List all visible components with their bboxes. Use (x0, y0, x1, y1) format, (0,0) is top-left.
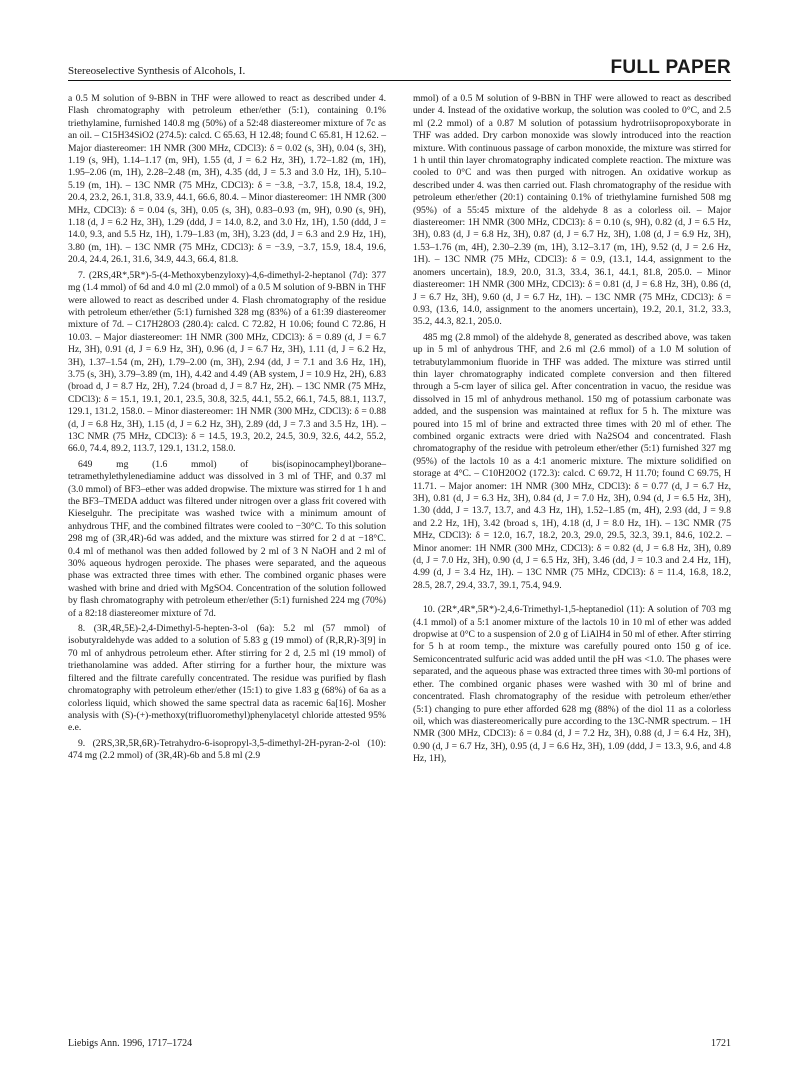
page-header (68, 56, 731, 81)
paragraph: 7. (2RS,4R*,5R*)-5-(4-Methoxybenzyloxy)-4,6-dimethyl-2-heptanol (7d): 377 mg (1.4 mmol) of 6d and 4.0 ml (2.0 mmol) of a 0.5 M solution of 9-BBN in THF were allowed to react as described under 4. Flash chromatography of the residue with petroleum ether/ether (5:1) furnished 328 mg (83%) of a 61:39 diastereomer mixture of 7d. – C17H28O3 (280.4): calcd. C 72.82, H 10.06; found C 72.86, H 10.03. – Major diastereomer: 1H NMR (300 MHz, CDCl3): δ = 0.89 (d, J = 6.7 Hz, 3H), 0.91 (d, J = 6.9 Hz, 3H), 0.96 (d, J = 6.7 Hz, 3H), 1.11 (d, J = 6.2 Hz, 3H), 1.37–1.54 (m, 2H), 1.79–2.00 (m, 3H), 2.94 (dd, J = 7.1 and 3.6 Hz, 1H), 3.75 (s, 3H), 3.79–3.89 (m, 1H), 4.42 and 4.49 (AB system, J = 10.9 Hz, 2H), 6.83 (broad d, J = 8.7 Hz, 2H), 7.24 (broad d, J = 8.7 Hz, 2H). – 13C NMR (75 MHz, CDCl3): δ = 15.1, 19.1, 20.1, 23.5, 30.8, 32.5, 44.1, 55.2, 66.1, 74.5, 88.1, 113.7, 129.1, 131.2, 158.0. – Minor diastereomer: 1H NMR (300 MHz, CDCl3): δ = 0.88 (d, J = 6.8 Hz, 3H), 1.15 (d, J = 6.2 Hz, 3H), 2.89 (dd, J = 7.3 and 3.5 Hz, 1H). – 13C NMR (75 MHz, CDCl3): δ = 14.5, 19.3, 20.2, 24.5, 30.9, 32.6, 44.2, 55.2, 66.0, 74.4, 89.2, 113.7, 129.1, 131.2, 158.0. (68, 269, 386, 455)
body-columns (68, 93, 731, 1028)
journal-citation: Liebigs Ann. 1996, 1717–1724 (68, 1038, 193, 1049)
paragraph: a 0.5 M solution of 9-BBN in THF were allowed to react as described under 4. Flash chromatography with petroleum ether/ether (5:1), containing 0.1% triethylamine, furnished 140.8 mg (50%) of a 52:48 diastereomer mixture of 7c as an oil. – C15H34SiO2 (274.5): calcd. C 65.63, H 12.48; found C 65.81, H 12.62. – Major diastereomer: 1H NMR (300 MHz, CDCl3): δ = 0.02 (s, 3H), 0.04 (s, 3H), 1.19 (s, 9H), 1.14–1.17 (m, 9H), 1.55 (d, J = 6.2 Hz, 3H), 1.72–1.82 (m, 1H), 1.95–2.06 (m, 1H), 2.28–2.48 (m, 3H), 4.35 (dd, J = 5.3 and 3.0 Hz, 1H), 5.10–5.19 (m, 1H). – 13C NMR (75 MHz, CDCl3): δ = −3.8, −3.7, 15.8, 18.4, 19.2, 20.4, 23.2, 26.1, 31.8, 33.9, 44.1, 66.6, 80.4. – Minor diastereomer: 1H NMR (300 MHz, CDCl3): δ = 0.04 (s, 3H), 0.05 (s, 3H), 0.83–0.93 (m, 9H), 0.90 (s, 9H), 1.18 (d, J = 6.2 Hz, 3H), 1.29 (ddd, J = 14.0, 8.2, and 3.0 Hz, 1H), 1.50 (ddd, J = 14.0, 9.3, and 5.5 Hz, 1H), 1.79–1.83 (m, 3H), 3.23 (dd, J = 6.3 and 2.9 Hz, 1H), 3.80 (m, 1H). – 13C NMR (75 MHz, CDCl3): δ = −3.9, −3.7, 15.9, 18.4, 19.6, 20.4, 24.4, 26.1, 31.6, 34.9, 44.3, 66.4, 81.8. (68, 93, 386, 266)
paragraph: mmol) of a 0.5 M solution of 9-BBN in THF were allowed to react as described under 4. Instead of the oxidative workup, the solution was cooled to 0°C, and 2.5 ml (2.2 mmol) of a 0.87 M solution of potassium hydrotriisopropoxyborate in THF was added. Dry carbon monoxide was slowly introduced into the reaction mixture. With continuous passage of carbon monoxide, the mixture was stirred for 1 h until thin layer chromatography indicated complete reaction. The mixture was cooled to 0°C and was then purged with nitrogen. An oxidative workup as described under 4. was then carried out. Flash chromatography of the residue with petroleum ether/ether (20:1) containing 0.1% of triethylamine furnished 508 mg (95%) of a 55:45 mixture of the aldehyde 8 as a colorless oil. – Major diastereomer: 1H NMR (300 MHz, CDCl3): δ = 0.10 (s, 9H), 0.82 (d, J = 6.5 Hz, 3H), 0.83 (d, J = 6.8 Hz, 3H), 0.87 (d, J = 6.7 Hz, 3H), 1.08 (d, J = 6.9 Hz, 3H), 1.53–1.76 (m, 4H), 2.30–2.39 (m, 1H), 3.12–3.17 (m, 1H), 9.52 (d, J = 2.6 Hz, 1H). – 13C NMR (75 MHz, CDCl3): δ = 0.9, (13.1, 14.4, assignment to the anomers uncertain), 18.9, 20.0, 31.3, 33.4, 36.1, 44.1, 81.8, 205.0. – Minor diastereomer: 1H NMR (300 MHz, CDCl3): δ = 0.81 (d, J = 6.8 Hz, 3H), 0.86 (d, J = 6.7 Hz, 3H), 9.60 (d, J = 6.7 Hz, 1H). – 13C NMR (75 MHz, CDCl3): δ = 0.93, (13.6, 14.0, assignment to the anomers uncertain), 19.2, 20.1, 31.2, 33.3, 35.2, 44.3, 82.1, 205.0. (413, 93, 731, 328)
right-column (413, 93, 731, 1028)
running-title: Stereoselective Synthesis of Alcohols, I. (68, 65, 246, 77)
section-tag: FULL PAPER (610, 57, 731, 78)
paragraph: 9. (2RS,3R,5R,6R)-Tetrahydro-6-isopropyl-3,5-dimethyl-2H-pyran-2-ol (10): 474 mg (2.2 mmol) of (3R,4R)-6b and 5.8 ml (2.9 (68, 737, 386, 762)
paragraph: 485 mg (2.8 mmol) of the aldehyde 8, generated as described above, was taken up in 5 ml of anhydrous THF, and 2.6 ml (2.6 mmol) of a 1.0 M solution of tetrabutylammonium fluoride in THF was added. The mixture was stirred until thin layer chromatography indicated complete conversion and then filtered through a 5-cm layer of silica gel. After concentration in vacuo, the residue was dissolved in 15 ml of anhydrous methanol. 150 mg of potassium carbonate was added, and the suspension was maintained at reflux for 5 h. The mixture was poured into 15 ml of brine and extracted three times with 20 ml of ether. The combined organic extracts were dried with Na2SO4 and concentrated. Flash chromatography of the residue with petroleum ether/ether (5:1) furnished 327 mg (95%) of the lactols 10 as a 4:1 anomeric mixture. The mixture solidified on storage at 4°C. – C10H20O2 (172.3): calcd. C 69.72, H 11.70; found C 69.75, H 11.71. – Major anomer: 1H NMR (300 MHz, CDCl3): δ = 0.77 (d, J = 6.7 Hz, 3H), 0.81 (d, J = 6.3 Hz, 3H), 0.84 (d, J = 7.0 Hz, 3H), 0.94 (d, J = 6.5 Hz, 3H), 1.30 (ddd, J = 13.7, 13.7, and 4.3 Hz, 1H), 1.52–1.85 (m, 4H), 2.93 (dd, J = 9.8 and 2.2 Hz, 1H), 3.42 (broad s, 1H), 4.18 (d, J = 8.0 Hz, 1H). – 13C NMR (75 MHz, CDCl3): δ = 12.0, 16.7, 18.2, 20.3, 29.0, 29.5, 32.3, 39.1, 84.6, 102.2. – Minor anomer: 1H NMR (300 MHz, CDCl3): δ = 0.82 (d, J = 6.8 Hz, 3H), 0.89 (d, J = 7.0 Hz, 3H), 0.90 (d, J = 6.5 Hz, 3H), 3.46 (dd, J = 10.3 and 2.4 Hz, 1H), 4.99 (d, J = 3.4 Hz, 1H). – 13C NMR (75 MHz, CDCl3): δ = 11.4, 16.8, 18.2, 28.5, 28.7, 29.4, 33.7, 39.1, 75.4, 94.9. (413, 331, 731, 591)
paragraph: 8. (3R,4R,5E)-2,4-Dimethyl-5-hepten-3-ol (6a): 5.2 ml (57 mmol) of isobutyraldehyde was added to a solution of 5.83 g (19 mmol) of (R,R,R)-3[9] in 70 ml of anhydrous petroleum ether. After stirring for 2 d, 2.5 ml (19 mmol) of triethanolamine was added. After stirring for a further hour, the mixture was filtered and the filtrate carefully concentrated. The residue was purified by flash chromatography with petroleum ether/ether (15:1) to give 1.83 g (68%) of 6a as a colorless liquid, which showed the same spectral data as racemic 6a[16]. Mosher analysis with (S)-(+)-methoxy(trifluoromethyl)phenylacetyl chloride attested 95% e.e. (68, 623, 386, 734)
page-number: 1721 (711, 1038, 731, 1049)
left-column (68, 93, 386, 1028)
paragraph: 649 mg (1.6 mmol) of bis(isopinocampheyl)borane–tetramethylethylenediamine adduct was dissolved in 3 ml of THF, and 0.37 ml (3.0 mmol) of BF3–ether was added dropwise. The mixture was stirred for 1 h and the BF3–TMEDA adduct was filtered under nitrogen over a glass frit covered with Kieselguhr. The precipitate was washed twice with a minimum amount of anhydrous THF, and the combined filtrates were cooled to −30°C. To this solution 298 mg of (3R,4R)-6d was added, and the mixture was stirred for 2 d at −18°C. 0.4 ml of methanol was then added followed by 2 ml of 3 N NaOH and 2 ml of 30% aqueous hydrogen peroxide. The phases were separated, and the aqueous phase was extracted three times with ether. The combined organic phases were washed with brine and dried with MgSO4. Concentration of the solution followed by flash chromatography with petroleum ether/ether (5:1) furnished 224 mg (70%) of a 82:18 diastereomer mixture of 7d. (68, 458, 386, 619)
paragraph: 10. (2R*,4R*,5R*)-2,4,6-Trimethyl-1,5-heptanediol (11): A solution of 703 mg (4.1 mmol) of a 5:1 anomer mixture of the lactols 10 in 10 ml of ether was added dropwise at 0°C to a suspension of 2.0 g of LiAlH4 in 50 ml of ether. After stirring for 5 h at room temp., the mixture was carefully poured onto 150 g of ice. Semiconcentrated sulfuric acid was added until the pH was <1.0. The phases were separated, and the aqueous phase was extracted three times with 30-ml portions of ether. The combined organic phases were washed with 30 ml of brine and concentrated. Flash chromatography of the residue with petroleum ether/ether (5:1) changing to pure ether afforded 628 mg (88%) of the diol 11 as a colorless oil, which was diastereomerically pure according to the 13C-NMR spectrum. – 1H NMR (300 MHz, CDCl3): δ = 0.84 (d, J = 7.2 Hz, 3H), 0.88 (d, J = 6.4 Hz, 3H), 0.90 (d, J = 6.7 Hz, 3H), 0.95 (d, J = 6.6 Hz, 3H), 1.09 (ddd, J = 13.3, 9.6, and 4.8 Hz, 1H), (413, 604, 731, 765)
